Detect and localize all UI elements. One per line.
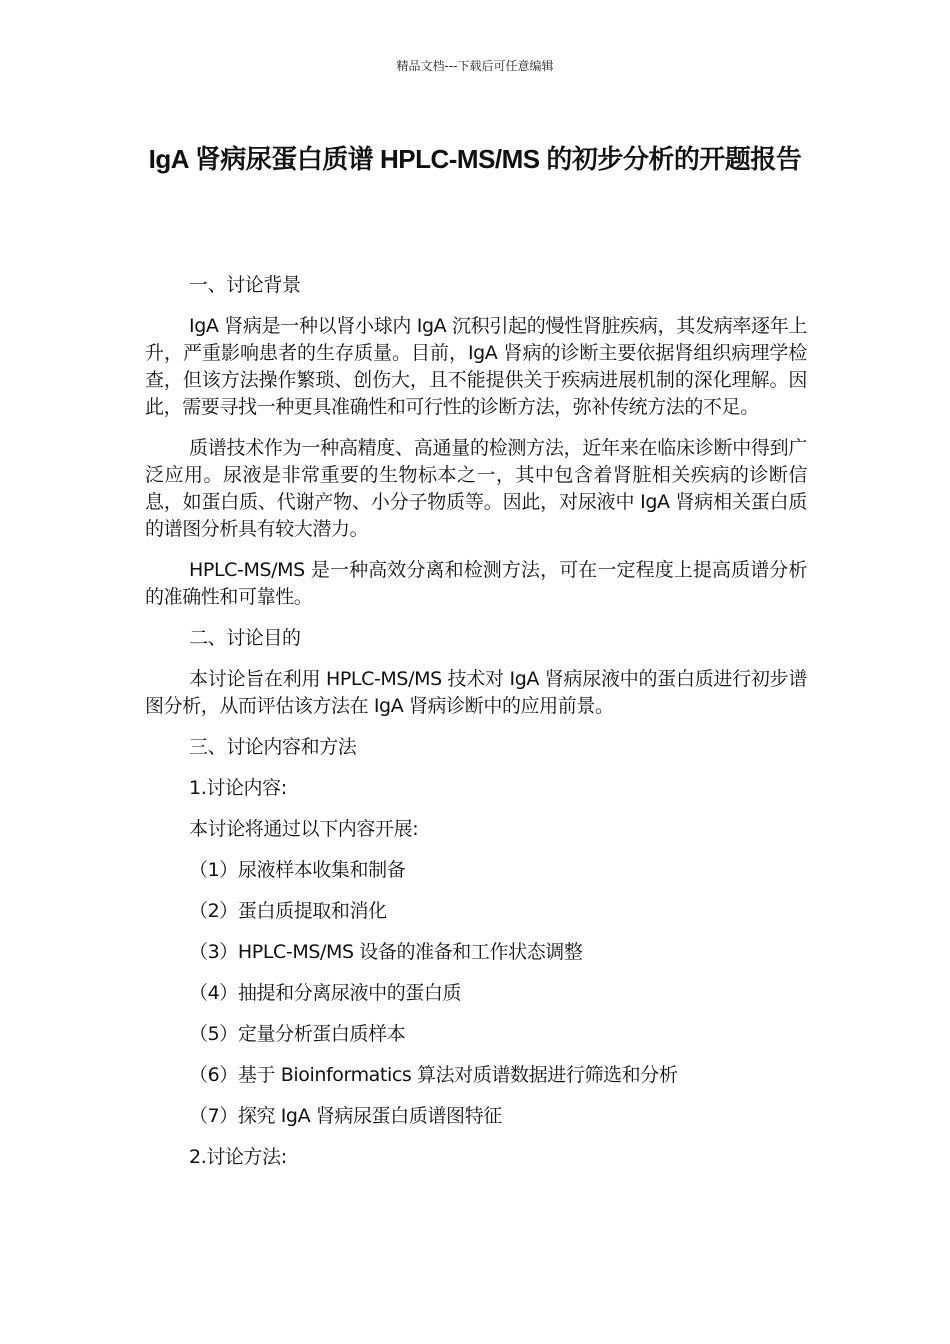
section-heading-purpose: 二、讨论目的 — [189, 627, 301, 649]
list-item: （3）HPLC-MS/MS 设备的准备和工作状态调整 — [189, 941, 583, 963]
section-heading-background: 一、讨论背景 — [189, 274, 301, 296]
subheading-content: 1.讨论内容: — [189, 777, 287, 799]
list-item: （7）探究 IgA 肾病尿蛋白质谱图特征 — [189, 1105, 502, 1127]
list-item: （5）定量分析蛋白质样本 — [189, 1023, 406, 1045]
list-item: （4）抽提和分离尿液中的蛋白质 — [189, 982, 462, 1004]
paragraph-background-2: 质谱技术作为一种高精度、高通量的检测方法，近年来在临床诊断中得到广泛应用。尿液是非常重要的生物标本之一，其中包含着肾脏相关疾病的诊断信息，如蛋白质、代谢产物、小分子物质等。因此，对尿液中 IgA 肾病相关蛋白质的谱图分析具有较大潜力。 — [145, 437, 807, 540]
document-body — [145, 272, 807, 1185]
list-item: （6）基于 Bioinformatics 算法对质谱数据进行筛选和分析 — [189, 1064, 678, 1086]
list-item: （1）尿液样本收集和制备 — [189, 859, 406, 881]
paragraph-purpose: 本讨论旨在利用 HPLC-MS/MS 技术对 IgA 肾病尿液中的蛋白质进行初步谱图分析，从而评估该方法在 IgA 肾病诊断中的应用前景。 — [145, 668, 807, 717]
paragraph-content-intro: 本讨论将通过以下内容开展: — [189, 818, 419, 840]
list-item: （2）蛋白质提取和消化 — [189, 900, 387, 922]
subheading-methods: 2.讨论方法: — [189, 1146, 287, 1168]
section-heading-content-methods: 三、讨论内容和方法 — [189, 736, 357, 758]
page-header-note: 精品文档---下载后可任意编辑 — [396, 59, 554, 73]
paragraph-background-3: HPLC-MS/MS 是一种高效分离和检测方法，可在一定程度上提高质谱分析的准确性和可靠性。 — [145, 559, 807, 608]
document-title: IgA 肾病尿蛋白质谱 HPLC-MS/MS 的初步分析的开题报告 — [148, 144, 802, 174]
paragraph-background-1: IgA 肾病是一种以肾小球内 IgA 沉积引起的慢性肾脏疾病，其发病率逐年上升，严重影响患者的生存质量。目前，IgA 肾病的诊断主要依据肾组织病理学检查，但该方法操作繁琐、创伤大，且不能提供关于疾病进展机制的深化理解。因此，需要寻找一种更具准确性和可行性的诊断方法，弥补传统方法的不足。 — [145, 315, 807, 418]
